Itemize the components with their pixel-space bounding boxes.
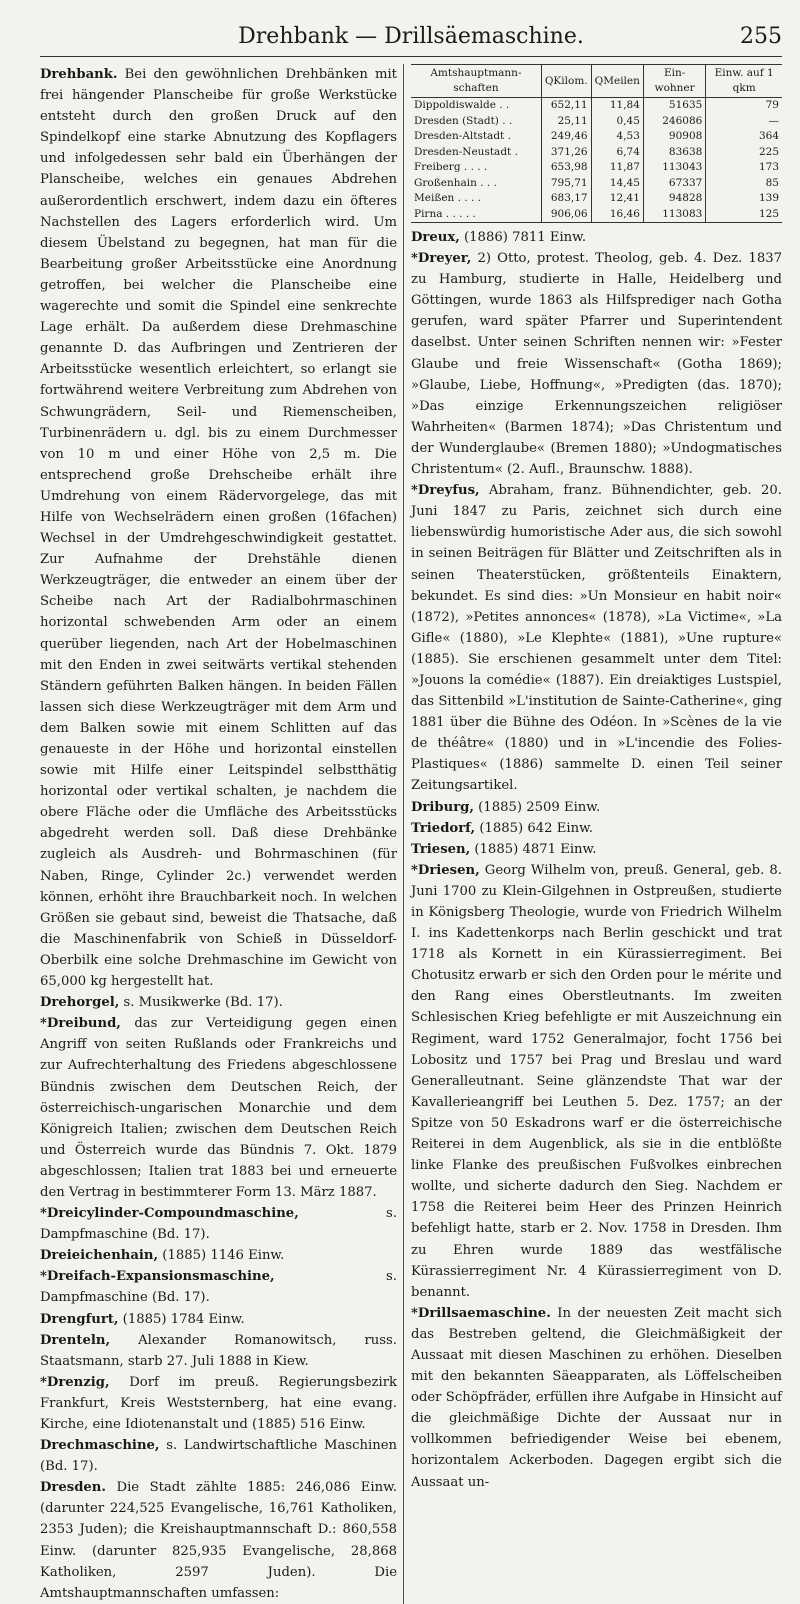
lexicon-entry [411,860,782,1303]
table-cell: 113043 [643,160,705,176]
entry-text: 2) Otto, protest. Theolog, geb. 4. Dez. 1837 zu Hamburg, studierte in Halle, Heidelberg und Göttingen, wurde 1863 als Hilfsprediger nach Gotha gerufen, ward später Pfarrer und Superintendent daselbst. Unter seinen Schriften nennen wir: »Fester Glaube und freie Wissenschaft« (Gotha 1869); »Glaube, Liebe, Hoffnung«, »Predigten (das. 1870); »Das einzige Erkennungszeichen religiöser Wahrheiten« (Barmen 1874); »Das Christentum und der Wunderglaube« (Bremen 1880); »Undogmatisches Christentum« (2. Aufl., Braunschw. 1888). [411,251,782,478]
entry-headword: *Dreifach-Expansionsmaschine, [40,1269,275,1285]
table-cell: 11,84 [591,98,643,114]
entry-text: Georg Wilhelm von, preuß. General, geb. 8. Juni 1700 zu Klein-Gilgehnen in Ostpreußen, studierte in Königsberg Theologie, wurde von Friedrich Wilhelm I. ins Kadettenkorps nach Berlin geschickt und trat 1718 als Kornett in ein Kürassierregiment. Bei Chotusitz erwarb er sich den Orden pour le mérite und den Rang eines Oberstleutnants. Im zweiten Schlesischen Krieg befehligte er mit Auszeichnung ein Regiment, ward 1752 Generalmajor, focht 1756 bei Lobositz und 1757 bei Prag und Breslau und ward Generalleutnant. Seine glänzendste That war der Kavallerieangriff bei Leuthen 5. Dez. 1757; an der Spitze von 50 Eskadrons warf er die österreichische Reiterei in dem Augenblick, als sie in die entblößte linke Flanke des preußischen Fußvolkes einbrechen wollte, und sicherte dadurch den Sieg. Nachdem er 1758 die Reiterei beim Heer des Prinzen Heinrich befehligt hatte, starb er 2. Nov. 1758 in Dresden. Ihm zu Ehren wurde 1889 das westfälische Kürassierregiment Nr. 4 Kürassierregiment von D. benannt. [411,862,782,1300]
lexicon-entry [411,227,782,248]
entry-headword: *Dreicylinder-Compoundmaschine, [40,1206,299,1222]
lexicon-entry [40,1309,397,1330]
table-header-row [411,65,782,98]
table-cell: 249,46 [541,129,591,145]
lexicon-entry [411,248,782,480]
lexicon-entry [40,1435,397,1477]
entry-headword: *Dreibund, [40,1016,121,1032]
entry-text: (1885) 1784 Einw. [118,1311,245,1327]
table-row [411,98,782,114]
table-cell: 4,53 [591,129,643,145]
entry-text: (1885) 1146 Einw. [158,1248,285,1264]
table-cell: 906,06 [541,207,591,223]
entry-text: Abraham, franz. Bühnendichter, geb. 20. Juni 1847 zu Paris, zeichnet sich durch eine liebenswürdig humoristische Ader aus, die sich sowohl in seinen Beiträgen für Blätter und Zeitschriften als in seinen Theaterstücken, größtenteils Einaktern, bekundet. Es sind dies: »Un Monsieur en habit noir« (1872), »Petites annonces« (1878), »La Victime«, »La Gifle« (1880), »Le Klephte« (1881), »Une rupture« (1885). Sie erschienen gesammelt unter dem Titel: »Jouons la comédie« (1887). Ein dreiaktiges Lustspiel, das Sittenbild »L'institution de Sainte-Catherine«, ging 1881 über die Bühne des Odéon. In »Scènes de la vie de théâtre« (1880) und in »L'incendie des Folies-Plastiques« (1886) sammelte D. einen Teil seiner Zeitungsartikel. [411,483,782,794]
table-cell: 364 [706,129,782,145]
entry-headword: Drengfurt, [40,1311,119,1327]
table-cell: 90908 [643,129,705,145]
table-cell: Großenhain . . . [414,176,497,189]
table-row [411,114,782,130]
entry-headword: Dresden. [40,1480,106,1496]
entry-text: (1885) 2509 Einw. [473,799,601,815]
table-row [411,176,782,192]
table-cell: 83638 [643,145,705,161]
entry-headword: *Driesen, [411,862,480,878]
page-title: Drehbank — Drillsäemaschine. [238,24,584,49]
lexicon-entry [40,1203,397,1245]
table-cell: 12,41 [591,191,643,207]
lexicon-entry [40,992,397,1013]
lexicon-entry [40,1013,397,1203]
lexicon-entry [411,839,782,860]
table-cell: 14,45 [591,176,643,192]
table-row [411,191,782,207]
entry-headword: Triesen, [411,841,471,857]
entry-headword: *Drillsaemaschine. [411,1305,551,1321]
table-row [411,160,782,176]
lexicon-entry [40,1245,397,1266]
entry-text: Dorf im preuß. Regierungsbezirk Frankfurt, Kreis Weststernberg, hat eine evang. Kirche, eine Idiotenanstalt und (1885) 516 Einw. [40,1374,397,1432]
table-cell: 246086 [643,114,705,130]
table-cell: 0,45 [591,114,643,130]
table-cell: 173 [706,160,782,176]
table-header-cell: QMeilen [591,65,643,98]
page-header [40,22,782,57]
entry-headword: Drehbank. [40,67,118,82]
entry-headword: Drechmaschine, [40,1438,160,1454]
entry-text: s. Dampfmaschine (Bd. 17). [40,1269,397,1306]
entry-text: In der neuesten Zeit macht sich das Bestreben geltend, die Gleichmäßigkeit der Aussaat mit diesen Maschinen zu erhöhen. Dieselben mit den bekannten Säeapparaten, als Löffelscheiben oder Schöpfräder, erfüllen ihre Aufgabe in Hinsicht auf die gleichmäßige Dichte der Aussaat nur in vollkommen befriedigender Weise bei ebenem, horizontalem Ackerboden. Dagegen ergibt sich die Aussaat un- [411,1305,782,1490]
table-cell: 11,87 [591,160,643,176]
table-row [411,145,782,161]
lexicon-entry [40,1330,397,1372]
table-cell: 225 [706,145,782,161]
table-cell: 85 [706,176,782,192]
table-cell: 79 [706,98,782,114]
table-cell: Dresden-Neustadt . [414,145,518,158]
table-cell: 51635 [643,98,705,114]
lexicon-entry [40,1266,397,1308]
entry-text: s. Dampfmaschine (Bd. 17). [40,1206,397,1243]
entry-text: (1885) 4871 Einw. [470,841,597,857]
table-cell: 125 [706,207,782,223]
column-rule [403,64,404,1604]
entry-headword: Dreieichenhain, [40,1248,159,1264]
table-header-cell: QKilom. [541,65,591,98]
table-cell: Freiberg . . . . [414,161,488,173]
entry-text: s. Landwirtschaftliche Maschinen (Bd. 17). [40,1438,397,1475]
right-column [411,64,782,1604]
entry-headword: Triedorf, [411,820,476,836]
table-cell: — [706,114,782,130]
entry-headword: *Drenzig, [40,1374,110,1390]
entry-text: (1885) 642 Einw. [475,820,593,836]
entry-text: Alexander Romanowitsch, russ. Staatsmann, starb 27. Juli 1888 in Kiew. [40,1332,397,1369]
lexicon-entry [411,818,782,839]
lexicon-entry [40,1372,397,1435]
table-header-cell: Einw. auf 1 qkm [706,65,782,98]
entry-text: Die Stadt zählte 1885: 246,086 Einw. (darunter 224,525 Evangelische, 16,761 Katholiken, 2353 Juden); die Kreishauptmannschaft D.: 860,558 Einw. (darunter 825,935 Evangelische, 28,868 Katholiken, 2597 Juden). Die Amtshauptmannschaften umfassen: [40,1480,397,1601]
table-cell: Dresden-Altstadt . [414,130,511,142]
page-number: 255 [740,24,782,49]
table-cell: 94828 [643,191,705,207]
lexicon-entry [411,1303,782,1493]
entry-headword: Driburg, [411,799,474,815]
entry-text: s. Musikwerke (Bd. 17). [119,995,283,1011]
table-row [411,129,782,145]
lexicon-entry [411,797,782,818]
table-cell: 16,46 [591,207,643,223]
entry-headword: Dreux, [411,230,460,245]
entry-text: Bei den gewöhnlichen Drehbänken mit frei hängender Planscheibe für große Werkstücke entsteht durch den großen Druck auf den Spindelkopf eine starke Abnutzung des Kopflagers und infolgedessen sehr bald ein Überhängen der Planscheibe, welches ein genaues Abdrehen außerordentlich erschwert, indem dazu ein öfteres Nachstellen des Lagers erforderlich wird. Um diesem Übelstand zu begegnen, hat man für die Bearbeitung großer Arbeitsstücke eine Anordnung getroffen, bei welcher die Planscheibe eine wagerechte und somit die Spindel eine senkrechte Lage erhält. Da außerdem diese Drehmaschine genannte D. das Aufbringen und Zentrieren der Arbeitsstücke wesentlich erleichtert, so erlangt sie fortwährend weitere Verbreitung zum Abdrehen von Schwungrädern, Seil- und Riemenscheiben, Turbinenrädern u. dgl. bis zu einem Durchmesser von 10 m und einer Höhe von 2,5 m. Die entsprechend große Drehscheibe erhält ihre Umdrehung von einem Rädervorgelege, das mit Hilfe von Wechselrädern einen großen (16fachen) Wechsel in der Umdrehgeschwindigkeit gestattet. Zur Aufnahme der Drehstähle dienen Werkzeugträger, die entweder an einem über der Scheibe nach Art der Radialbohrmaschinen horizontal schwebenden Arm oder an einem querüber liegenden, nach Art der Hobelmaschinen mit den Enden in zwei seitwärts vertikal stehenden Ständern geführten Balken hängen. In beiden Fällen lassen sich diese Werkzeugträger mit dem Arm und dem Balken sowie mit einem Schlitten auf das genaueste in der Höhe und horizontal einstellen sowie mit Hilfe einer Leitspindel selbstthätig horizontal oder vertikal schalten, je nachdem die obere Fläche oder die Umfläche des Arbeitsstücks abgedreht werden soll. Daß diese Drehbänke zugleich als Ausdreh- und Bohrmaschinen (für Naben, Ringe, Cylinder 2c.) verwendet werden können, erhöht ihre Brauchbarkeit noch. In welchen Größen sie gebaut sind, beweist die Thatsache, daß die Maschinenfabrik von Schieß in Düsseldorf-Oberbilk eine solche Drehmaschine im Gewicht von 65,000 kg hergestellt hat. [40,67,397,990]
table-cell: 683,17 [541,191,591,207]
table-cell: Pirna . . . . . [411,207,541,223]
table-header-cell: Ein-wohner [643,65,705,98]
entry-headword: *Dreyer, [411,251,472,267]
table-cell: 139 [706,191,782,207]
lexicon-entry [40,1477,397,1604]
text-columns [40,64,782,1604]
lexicon-entry [40,64,397,992]
table-cell: 795,71 [541,176,591,192]
table-cell: Meißen . . . . [414,192,482,204]
left-column [40,64,397,1604]
table-cell: 67337 [643,176,705,192]
table-cell: 652,11 [541,98,591,114]
entry-text: (1886) 7811 Einw. [459,230,587,245]
table-cell: 653,98 [541,160,591,176]
entry-headword: Drenteln, [40,1332,111,1348]
table-cell: 25,11 [541,114,591,130]
table-header-cell: Amtshauptmann-schaften [411,65,541,98]
district-table [411,64,782,223]
table-cell: 371,26 [541,145,591,161]
entry-text: das zur Verteidigung gegen einen Angriff von seiten Rußlands oder Frankreichs und zur Aufrechterhaltung des Friedens abgeschlossene Bündnis zwischen dem Deutschen Reich, der österreichisch-ungarischen Monarchie und dem Königreich Italien; zwischen dem Deutschen Reich und Österreich wurde das Bündnis 7. Okt. 1879 abgeschlossen; Italien trat 1883 bei und erneuerte den Vertrag in bestimmterer Form 13. März 1887. [40,1016,397,1200]
entry-headword: *Dreyfus, [411,483,480,499]
table-cell: 6,74 [591,145,643,161]
table-row [411,207,782,223]
table-cell: Dippoldiswalde . . [414,99,510,111]
entry-headword: Drehorgel, [40,995,120,1011]
lexicon-entry [411,480,782,796]
table-cell: 113083 [643,207,705,223]
table-cell: Dresden (Stadt) . . [414,114,513,127]
